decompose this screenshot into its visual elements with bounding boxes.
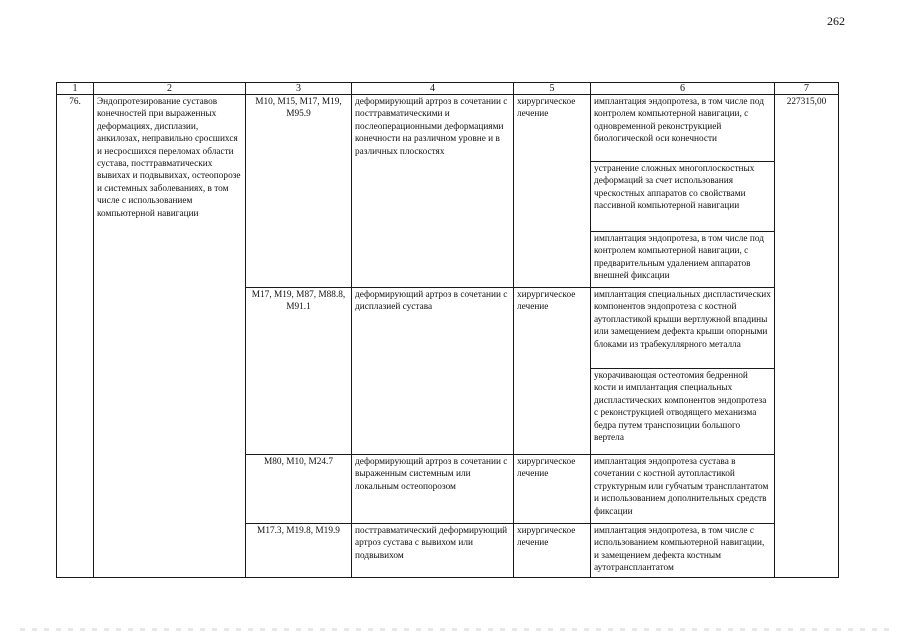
diagnosis-codes: M80, M10, M24.7 [246, 455, 352, 524]
column-header: 6 [591, 83, 775, 95]
diagnosis-description: посттравматический деформирующий артроз сустава с вывихом или подвывихом [352, 524, 514, 578]
treatment-type: хирургическое лечение [514, 288, 591, 455]
treatment-method: имплантация эндопротеза, в том числе с использованием компьютерной навигации, и замещением дефекта костным аутотрансплантатом [591, 524, 775, 578]
diagnosis-codes: M17.3, M19.8, M19.9 [246, 524, 352, 578]
column-number-row [57, 83, 839, 95]
page-number: 262 [827, 14, 845, 28]
diagnosis-description: деформирующий артроз в сочетании с дисплазией сустава [352, 288, 514, 455]
column-header: 2 [94, 83, 246, 95]
column-header: 7 [775, 83, 839, 95]
row-number: 76. [57, 95, 94, 578]
treatment-type: хирургическое лечение [514, 455, 591, 524]
diagnosis-description: деформирующий артроз в сочетании с выраженным системным или локальным остеопорозом [352, 455, 514, 524]
diagnosis-codes: M17, M19, M87, M88.8, M91.1 [246, 288, 352, 455]
treatment-type: хирургическое лечение [514, 95, 591, 288]
scan-artifact [20, 628, 890, 631]
procedure-name: Эндопротезирование суставов конечностей при выраженных деформациях, дисплазии, анкилозах, неправильно сросшихся и несросшихся переломах области сустава, посттравматических вывихах и подвывихах, остеопорозе и системных заболеваниях, в том числе с использованием компьютерной навигации [94, 95, 246, 578]
column-header: 1 [57, 83, 94, 95]
medical-care-table [56, 82, 839, 578]
treatment-method: укорачивающая остеотомия бедренной кости и имплантация специальных диспластических компонентов эндопротеза с реконструкцией отводящего механизма бедра путем транспозиции большого вертела [591, 369, 775, 455]
diagnosis-description: деформирующий артроз в сочетании с посттравматическими и послеоперационными деформациями конечности на различном уровне и в различных плоскостях [352, 95, 514, 288]
treatment-method: устранение сложных многоплоскостных деформаций за счет использования чрескостных аппаратов со свойствами пассивной компьютерной навигации [591, 162, 775, 232]
column-header: 4 [352, 83, 514, 95]
diagnosis-codes: M10, M15, M17, M19, M95.9 [246, 95, 352, 288]
treatment-method: имплантация эндопротеза, в том числе под контролем компьютерной навигации, с предварительным удалением аппаратов внешней фиксации [591, 232, 775, 288]
treatment-type: хирургическое лечение [514, 524, 591, 578]
table-row [57, 95, 839, 162]
treatment-method: имплантация эндопротеза сустава в сочетании с костной аутопластикой структурным или губчатым трансплантатом и использованием дополнительных средств фиксации [591, 455, 775, 524]
column-header: 5 [514, 83, 591, 95]
treatment-method: имплантация специальных диспластических компонентов эндопротеза с костной аутопластикой крыши вертлужной впадины или замещением дефекта крыши опорными блоками из трабекуллярного металла [591, 288, 775, 369]
column-header: 3 [246, 83, 352, 95]
cost-value: 227315,00 [775, 95, 839, 578]
treatment-method: имплантация эндопротеза, в том числе под контролем компьютерной навигации, с одновременной реконструкцией биологической оси конечности [591, 95, 775, 162]
